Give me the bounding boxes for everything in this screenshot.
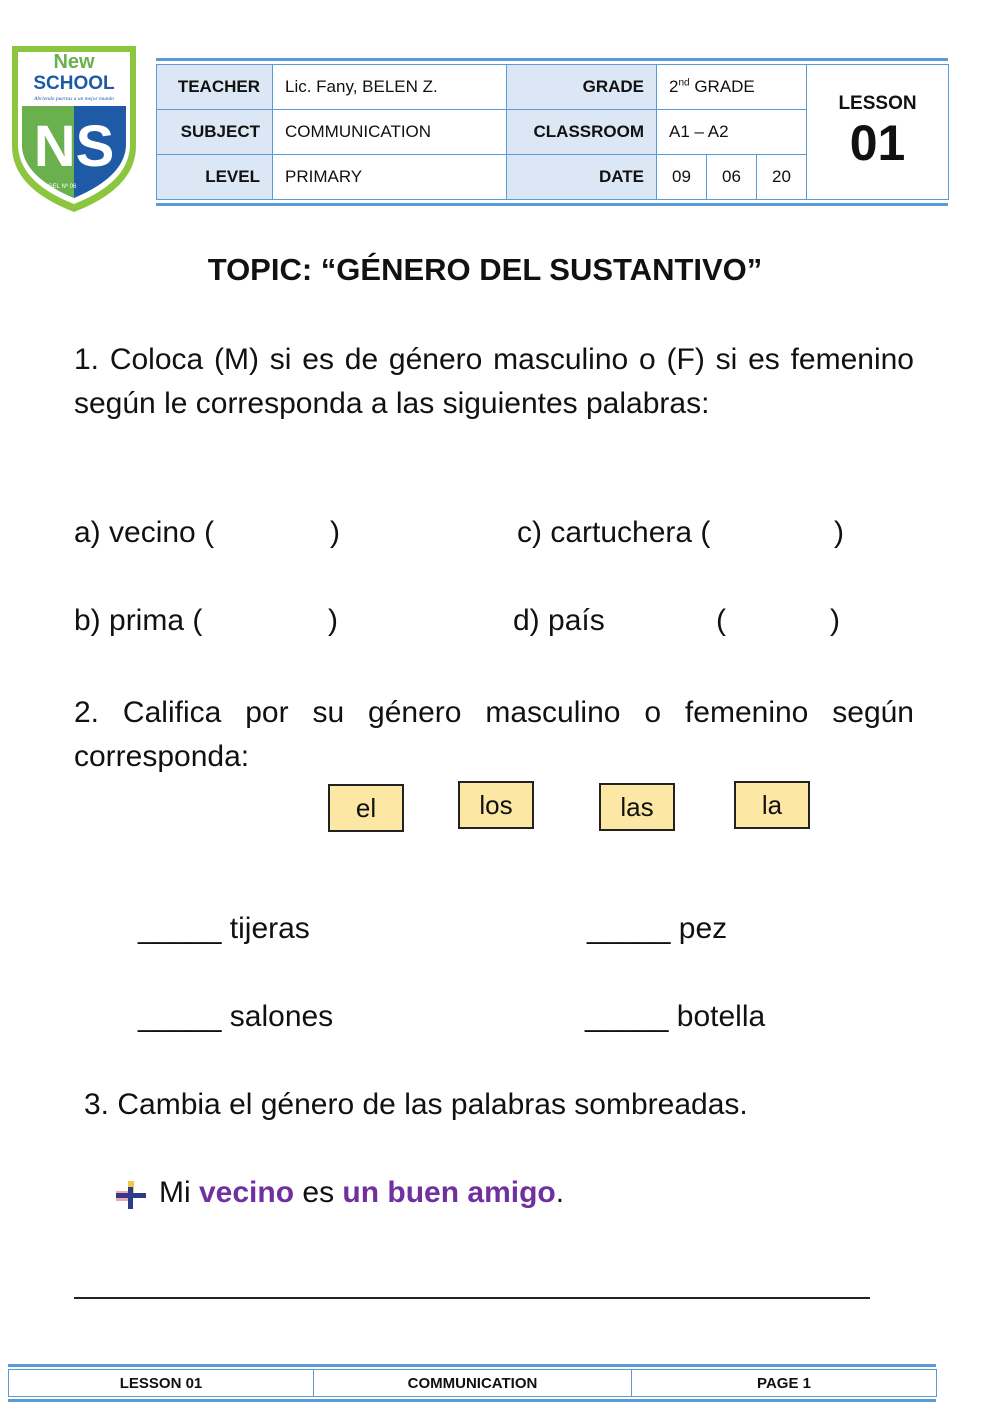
q2-blank[interactable]: _____: [585, 1000, 669, 1033]
question-2-prompt: 2. Califica por su género masculino o femenino según corresponda:: [74, 696, 914, 773]
q1-item-c-close: ): [834, 516, 844, 549]
q1-item-d-open: (: [716, 604, 726, 637]
q2-item-botella: [585, 1000, 765, 1034]
q3-highlight-amigo: un buen amigo: [342, 1176, 556, 1209]
logo-monogram: NS: [33, 114, 115, 179]
q1-item-b-label: b) prima (: [74, 604, 203, 637]
article-chip-los[interactable]: los: [458, 781, 534, 829]
footer-lesson: LESSON 01: [9, 1370, 314, 1397]
q1-item-a-close: ): [330, 516, 340, 549]
q3-text-1: Mi: [159, 1176, 199, 1209]
level-value: PRIMARY: [273, 155, 507, 200]
page-title: TOPIC: “GÉNERO DEL SUSTANTIVO”: [207, 252, 763, 287]
lesson-number: 01: [849, 115, 906, 171]
q1-item-d: [513, 604, 605, 638]
subject-label: SUBJECT: [157, 110, 273, 155]
q1-item-c: [517, 516, 710, 550]
level-label: LEVEL: [157, 155, 273, 200]
q2-word: botella: [676, 1000, 766, 1033]
footer-table: [8, 1364, 936, 1402]
q1-item-a: [74, 516, 214, 550]
date-year: 20: [757, 155, 807, 200]
article-chip-las[interactable]: las: [599, 783, 675, 831]
logo-brand-top: New: [53, 51, 95, 73]
q2-blank[interactable]: _____: [138, 1000, 222, 1033]
teacher-value: Lic. Fany, BELEN Z.: [273, 65, 507, 110]
date-day: 09: [657, 155, 707, 200]
answer-line[interactable]: [74, 1297, 870, 1299]
question-1-prompt: 1. Coloca (M) si es de género masculino o (F) si es femenino según le corresponda a las siguientes palabras:: [74, 343, 914, 420]
teacher-label: TEACHER: [157, 65, 273, 110]
q2-item-salones: [138, 1000, 333, 1034]
q2-word: salones: [229, 1000, 334, 1033]
q1-item-b-close: ): [328, 604, 338, 637]
logo-ugel: UGEL Nº 06: [43, 184, 77, 190]
q3-text-3: .: [555, 1176, 565, 1209]
article-chip-la[interactable]: la: [734, 781, 810, 829]
grade-label: GRADE: [507, 65, 657, 110]
bullet-icon: [116, 1181, 146, 1211]
q2-item-pez: [587, 912, 727, 946]
question-3-prompt: 3. Cambia el género de las palabras sombreadas.: [84, 1088, 748, 1121]
q1-item-d-label: d) país: [513, 604, 605, 637]
footer-subject: COMMUNICATION: [314, 1370, 632, 1397]
q1-item-d-close: ): [830, 604, 840, 637]
q1-item-b: [74, 604, 202, 638]
date-month: 06: [707, 155, 757, 200]
school-logo: [8, 42, 140, 214]
grade-number: 2: [669, 77, 679, 96]
q2-word: tijeras: [229, 912, 310, 945]
lesson-label: LESSON: [838, 93, 917, 114]
date-label: DATE: [507, 155, 657, 200]
subject-value: COMMUNICATION: [273, 110, 507, 155]
q2-item-tijeras: [138, 912, 310, 946]
q2-blank[interactable]: _____: [587, 912, 671, 945]
grade-value: [657, 65, 807, 110]
article-chip-el[interactable]: el: [328, 784, 404, 832]
classroom-label: CLASSROOM: [507, 110, 657, 155]
lesson-cell: [807, 65, 949, 200]
footer-page: PAGE 1: [632, 1370, 937, 1397]
classroom-value: A1 – A2: [657, 110, 807, 155]
q2-word: pez: [678, 912, 728, 945]
logo-tagline: Abriendo puertas a un mejor mundo: [34, 96, 114, 102]
q2-blank[interactable]: _____: [138, 912, 222, 945]
q3-text-2: es: [294, 1176, 343, 1209]
logo-brand-bottom: SCHOOL: [33, 73, 115, 94]
grade-suffix: nd: [678, 77, 690, 89]
q1-item-a-label: a) vecino (: [74, 516, 215, 549]
q1-item-c-label: c) cartuchera (: [517, 516, 711, 549]
header-table: [156, 58, 948, 206]
q3-highlight-vecino: vecino: [199, 1176, 295, 1209]
q3-sentence: [159, 1176, 564, 1210]
grade-word: GRADE: [689, 77, 755, 96]
